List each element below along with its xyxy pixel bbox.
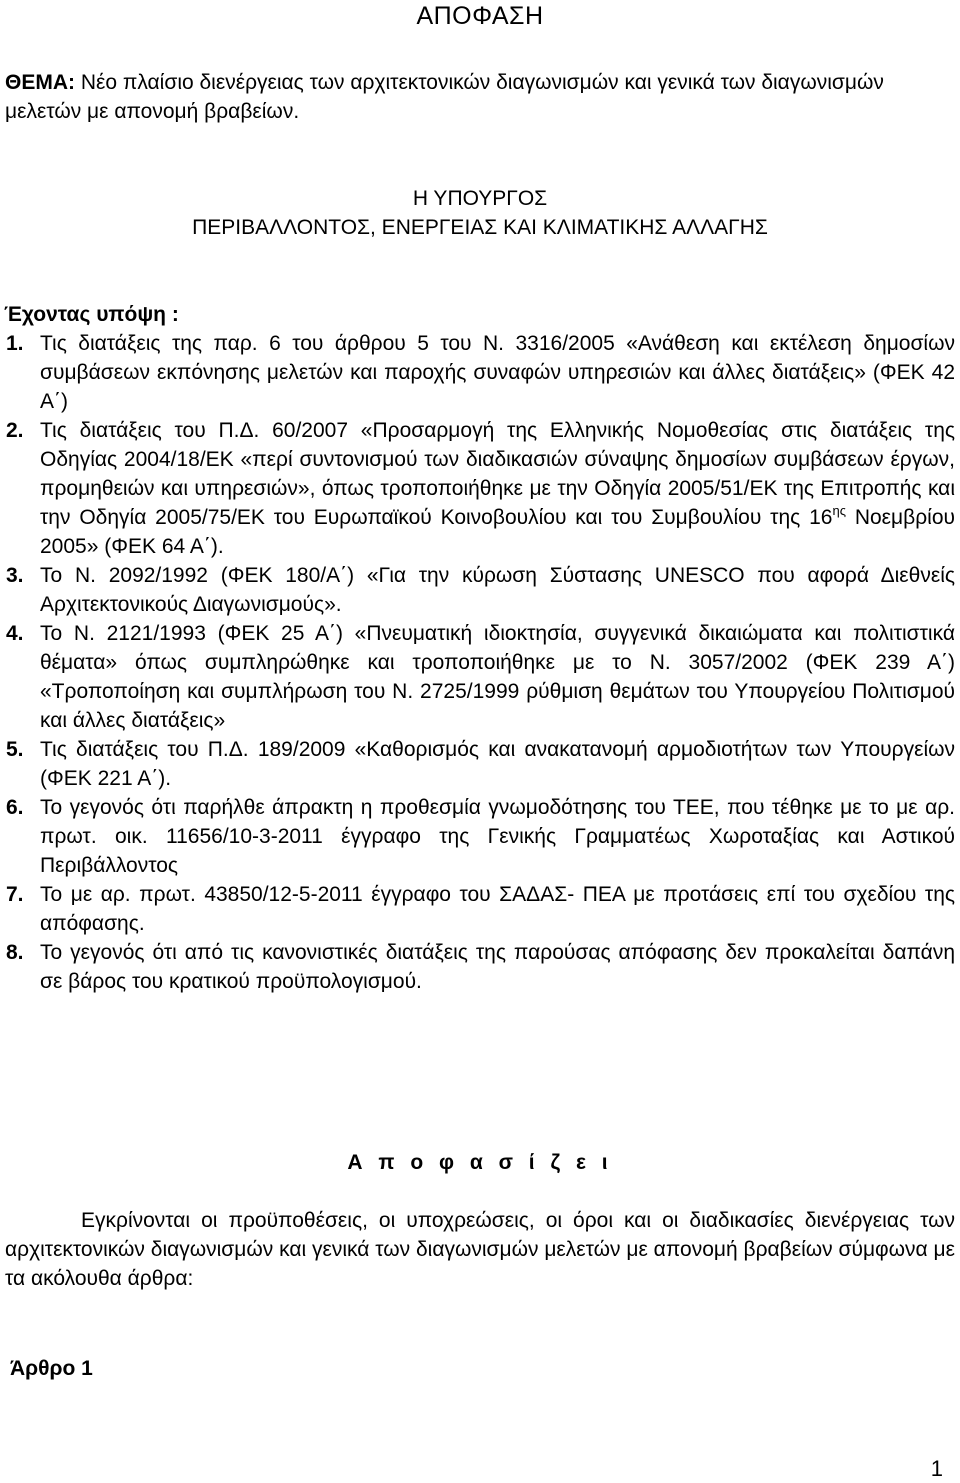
item-number: 1. [6,332,24,355]
item-text-continued: Νοεμβρίου 2005» (ΦΕΚ 64 Α΄). [40,506,955,558]
item-text: Τις διατάξεις του Π.Δ. 189/2009 «Καθορισμός και ανακατανομή αρμοδιοτήτων των Υπουργείων (ΦΕΚ 221 Α΄). [40,738,955,790]
item-text: Το γεγονός ότι παρήλθε άπρακτη η προθεσμία γνωμοδότησης του ΤΕΕ, που τέθηκε με το με αρ. πρωτ. οικ. 11656/10-3-2011 έγγραφο της Γενικής Γραμματέως Χωροταξίας και Αστικού Περιβάλλοντος [40,796,955,877]
item-text: Το Ν. 2121/1993 (ΦΕΚ 25 Α΄) «Πνευματική ιδιοκτησία, συγγενικά δικαιώματα και πολιτιστικά θέματα» όπως συμπληρώθηκε και τροποποιήθηκε με το Ν. 3057/2002 (ΦΕΚ 239 Α΄) «Τροποποίηση και συμπλήρωση του Ν. 2725/1999 ρύθμιση θεμάτων του Υπουργείου Πολιτισμού και άλλες διατάξεις» [40,622,955,732]
item-text: Το με αρ. πρωτ. 43850/12-5-2011 έγγραφο του ΣΑΔΑΣ- ΠΕΑ με προτάσεις επί του σχεδίου της απόφασης. [40,883,955,935]
list-item [0,561,955,619]
list-item [0,938,955,996]
item-number: 5. [6,738,24,761]
minister-heading [0,184,960,242]
decides-heading: Α π ο φ α σ ί ζ ε ι [347,1151,613,1174]
subject-paragraph [5,68,955,126]
item-number: 7. [6,883,24,906]
item-number: 8. [6,941,24,964]
minister-title: Η ΥΠΟΥΡΓΟΣ [412,187,548,210]
subject-label: ΘΕΜΑ: [5,71,75,94]
considering-heading: Έχοντας υπόψη : [4,303,179,326]
item-number: 6. [6,796,24,819]
list-item [0,416,955,561]
article-heading: Άρθρο 1 [10,1357,93,1380]
item-text: Τις διατάξεις της παρ. 6 του άρθρου 5 του Ν. 3316/2005 «Ανάθεση και εκτέλεση δημοσίων συμβάσεων εκπόνησης μελετών και παροχής συναφών υπηρεσιών και άλλες διατάξεις» (ΦΕΚ 42 Α΄) [40,332,955,413]
considerations-list [0,329,955,996]
item-number: 3. [6,564,24,587]
list-item [0,880,955,938]
subject-text: Νέο πλαίσιο διενέργειας των αρχιτεκτονικών διαγωνισμών και γενικά των διαγωνισμών μελετών με απονομή βραβείων. [5,71,884,123]
list-item [0,329,955,416]
ordinal-superscript: ης [832,503,846,518]
page-number: 1 [930,1456,943,1481]
item-number: 2. [6,419,24,442]
approval-paragraph: Εγκρίνονται οι προϋποθέσεις, οι υποχρεώσεις, οι όροι και οι διαδικασίες διενέργειας των αρχιτεκτονικών διαγωνισμών και γενικά των διαγωνισμών μελετών με απονομή βραβείων σύμφωνα με τα ακόλουθα άρθρα: [5,1209,955,1290]
item-text: Το Ν. 2092/1992 (ΦΕΚ 180/Α΄) «Για την κύρωση Σύστασης UNESCO που αφορά Διεθνείς Αρχιτεκτονικούς Διαγωνισμούς». [40,564,955,616]
document-title: ΑΠΟΦΑΣΗ [416,2,544,30]
list-item [0,619,955,735]
list-item [0,735,955,793]
item-text-main: Τις διατάξεις του Π.Δ. 60/2007 «Προσαρμογή της Ελληνικής Νομοθεσίας στις διατάξεις της Οδηγίας 2004/18/ΕΚ «περί συντονισμού των διαδικασιών σύναψης δημοσίων συμβάσεων έργων, προμηθειών και υπηρεσιών», όπως τροποποιήθηκε με την Οδηγία 2005/51/ΕΚ της Επιτροπής και την Οδηγία 2005/75/ΕΚ του Ευρωπαϊκού Κοινοβουλίου και του Συμβουλίου της 16 [40,419,955,529]
item-text [40,419,955,558]
item-number: 4. [6,622,24,645]
ministry-name: ΠΕΡΙΒΑΛΛΟΝΤΟΣ, ΕΝΕΡΓΕΙΑΣ ΚΑΙ ΚΛΙΜΑΤΙΚΗΣ ΑΛΛΑΓΗΣ [192,216,768,239]
list-item [0,793,955,880]
item-text: Το γεγονός ότι από τις κανονιστικές διατάξεις της παρούσας απόφασης δεν προκαλείται δαπάνη σε βάρος του κρατικού προϋπολογισμού. [40,941,955,993]
